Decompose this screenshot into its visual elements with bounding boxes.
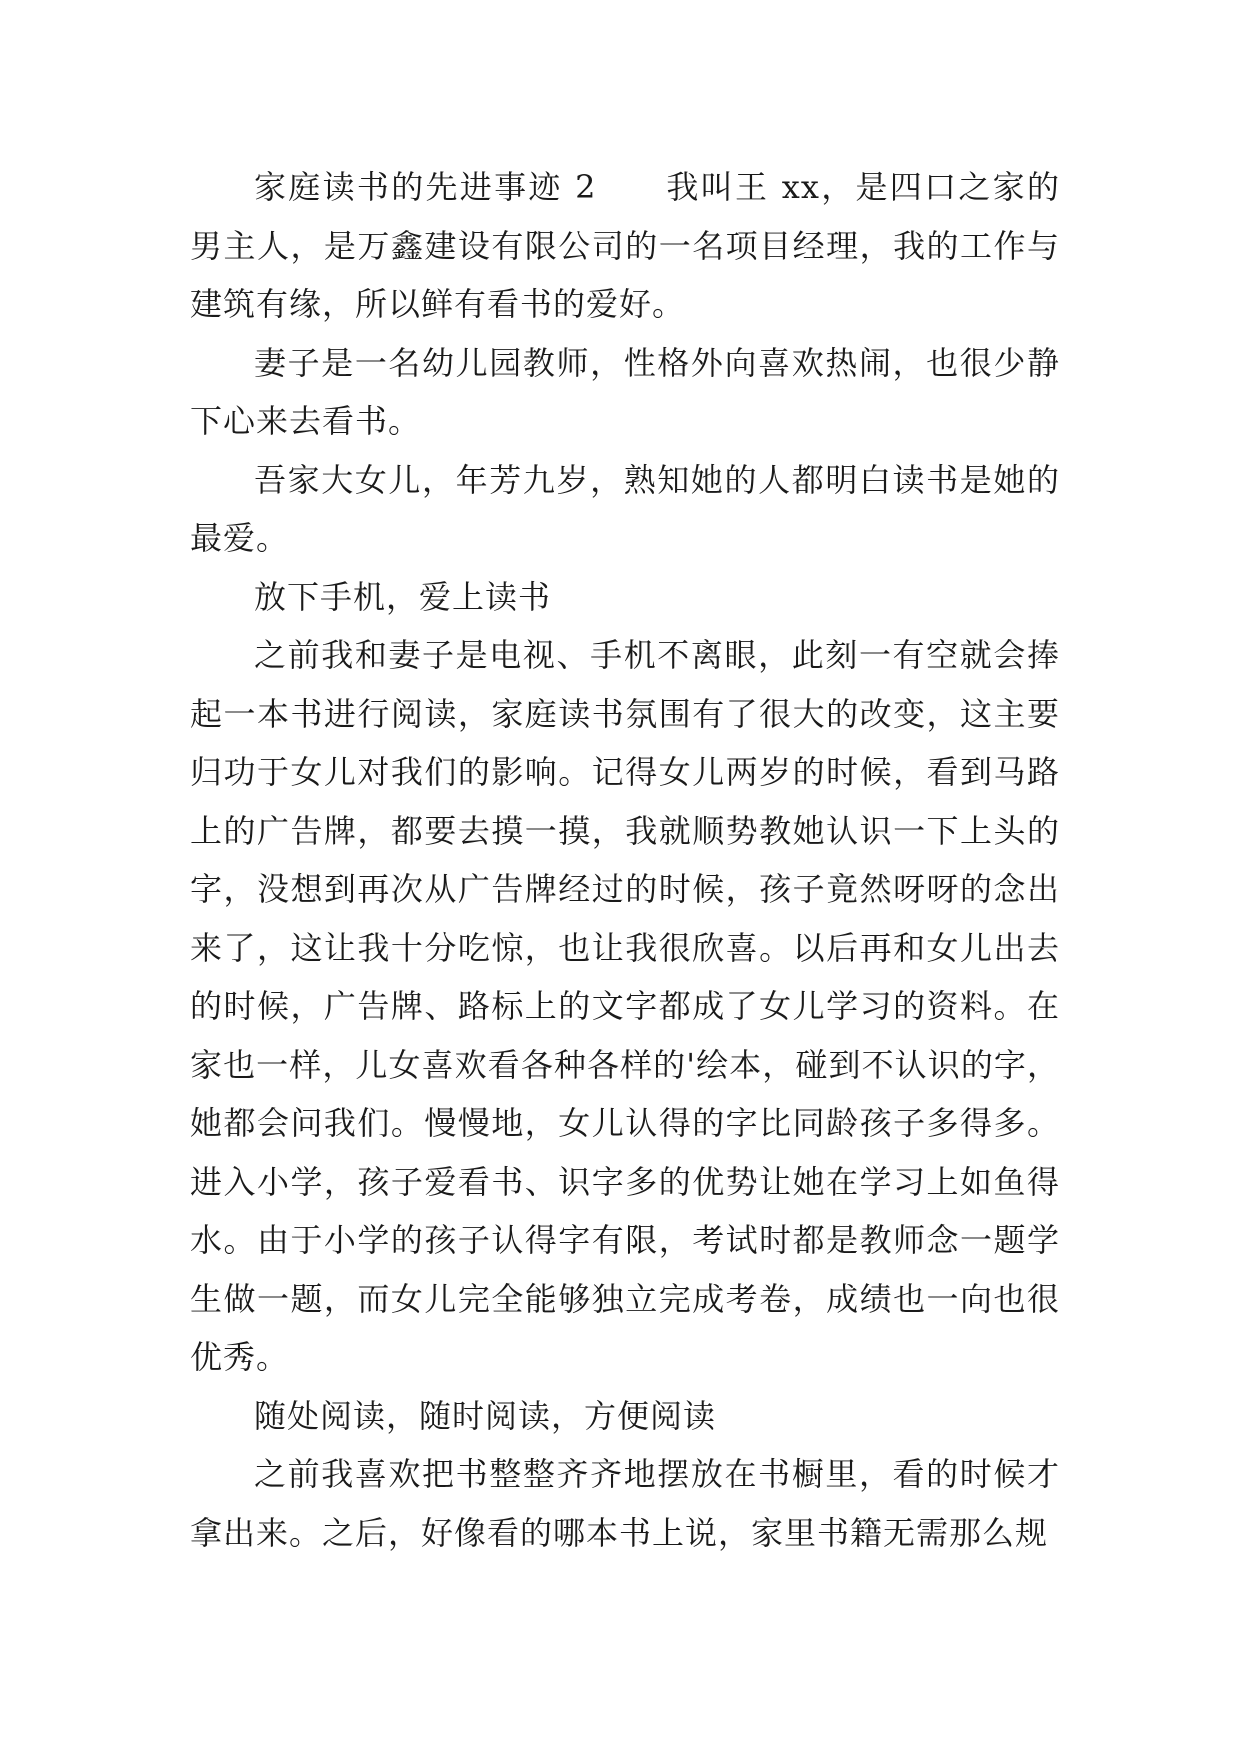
paragraph-intro: 家庭读书的先进事迹 2 我叫王 xx，是四口之家的男主人，是万鑫建设有限公司的一名项目经理，我的工作与建筑有缘，所以鲜有看书的爱好。 xyxy=(190,168,1060,323)
paragraph-reading-change: 之前我和妻子是电视、手机不离眼，此刻一有空就会捧起一本书进行阅读，家庭读书氛围有了很大的改变，这主要归功于女儿对我们的影响。记得女儿两岁的时候，看到马路上的广告牌，都要去摸一摸，我就顺势教她认识一下上头的字，没想到再次从广告牌经过的时候，孩子竟然呀呀的念出来了，这让我十分吃惊，也让我很欣喜。以后再和女儿出去的时候，广告牌、路标上的文字都成了女儿学习的资料。在家也一样，儿女喜欢看各种各样的'绘本，碰到不认识的字，她都会问我们。慢慢地，女儿认得的字比同龄孩子多得多。进入小学，孩子爱看书、识字多的优势让她在学习上如鱼得水。由于小学的孩子认得字有限，考试时都是教师念一题学生做一题，而女儿完全能够独立完成考卷，成绩也一向也很优秀。 xyxy=(190,636,1060,1376)
paragraph-daughter: 吾家大女儿，年芳九岁，熟知她的人都明白读书是她的最爱。 xyxy=(190,460,1060,557)
paragraph-bookshelf: 之前我喜欢把书整整齐齐地摆放在书橱里，看的时候才拿出来。之后，好像看的哪本书上说，家里书籍无需那么规 xyxy=(190,1455,1060,1552)
section-heading-put-down-phone: 放下手机，爱上读书 xyxy=(254,577,552,616)
document-body xyxy=(190,158,1060,1562)
paragraph-wife: 妻子是一名幼儿园教师，性格外向喜欢热闹，也很少静下心来去看书。 xyxy=(190,343,1060,440)
section-heading-read-anywhere: 随处阅读，随时阅读，方便阅读 xyxy=(254,1396,717,1435)
